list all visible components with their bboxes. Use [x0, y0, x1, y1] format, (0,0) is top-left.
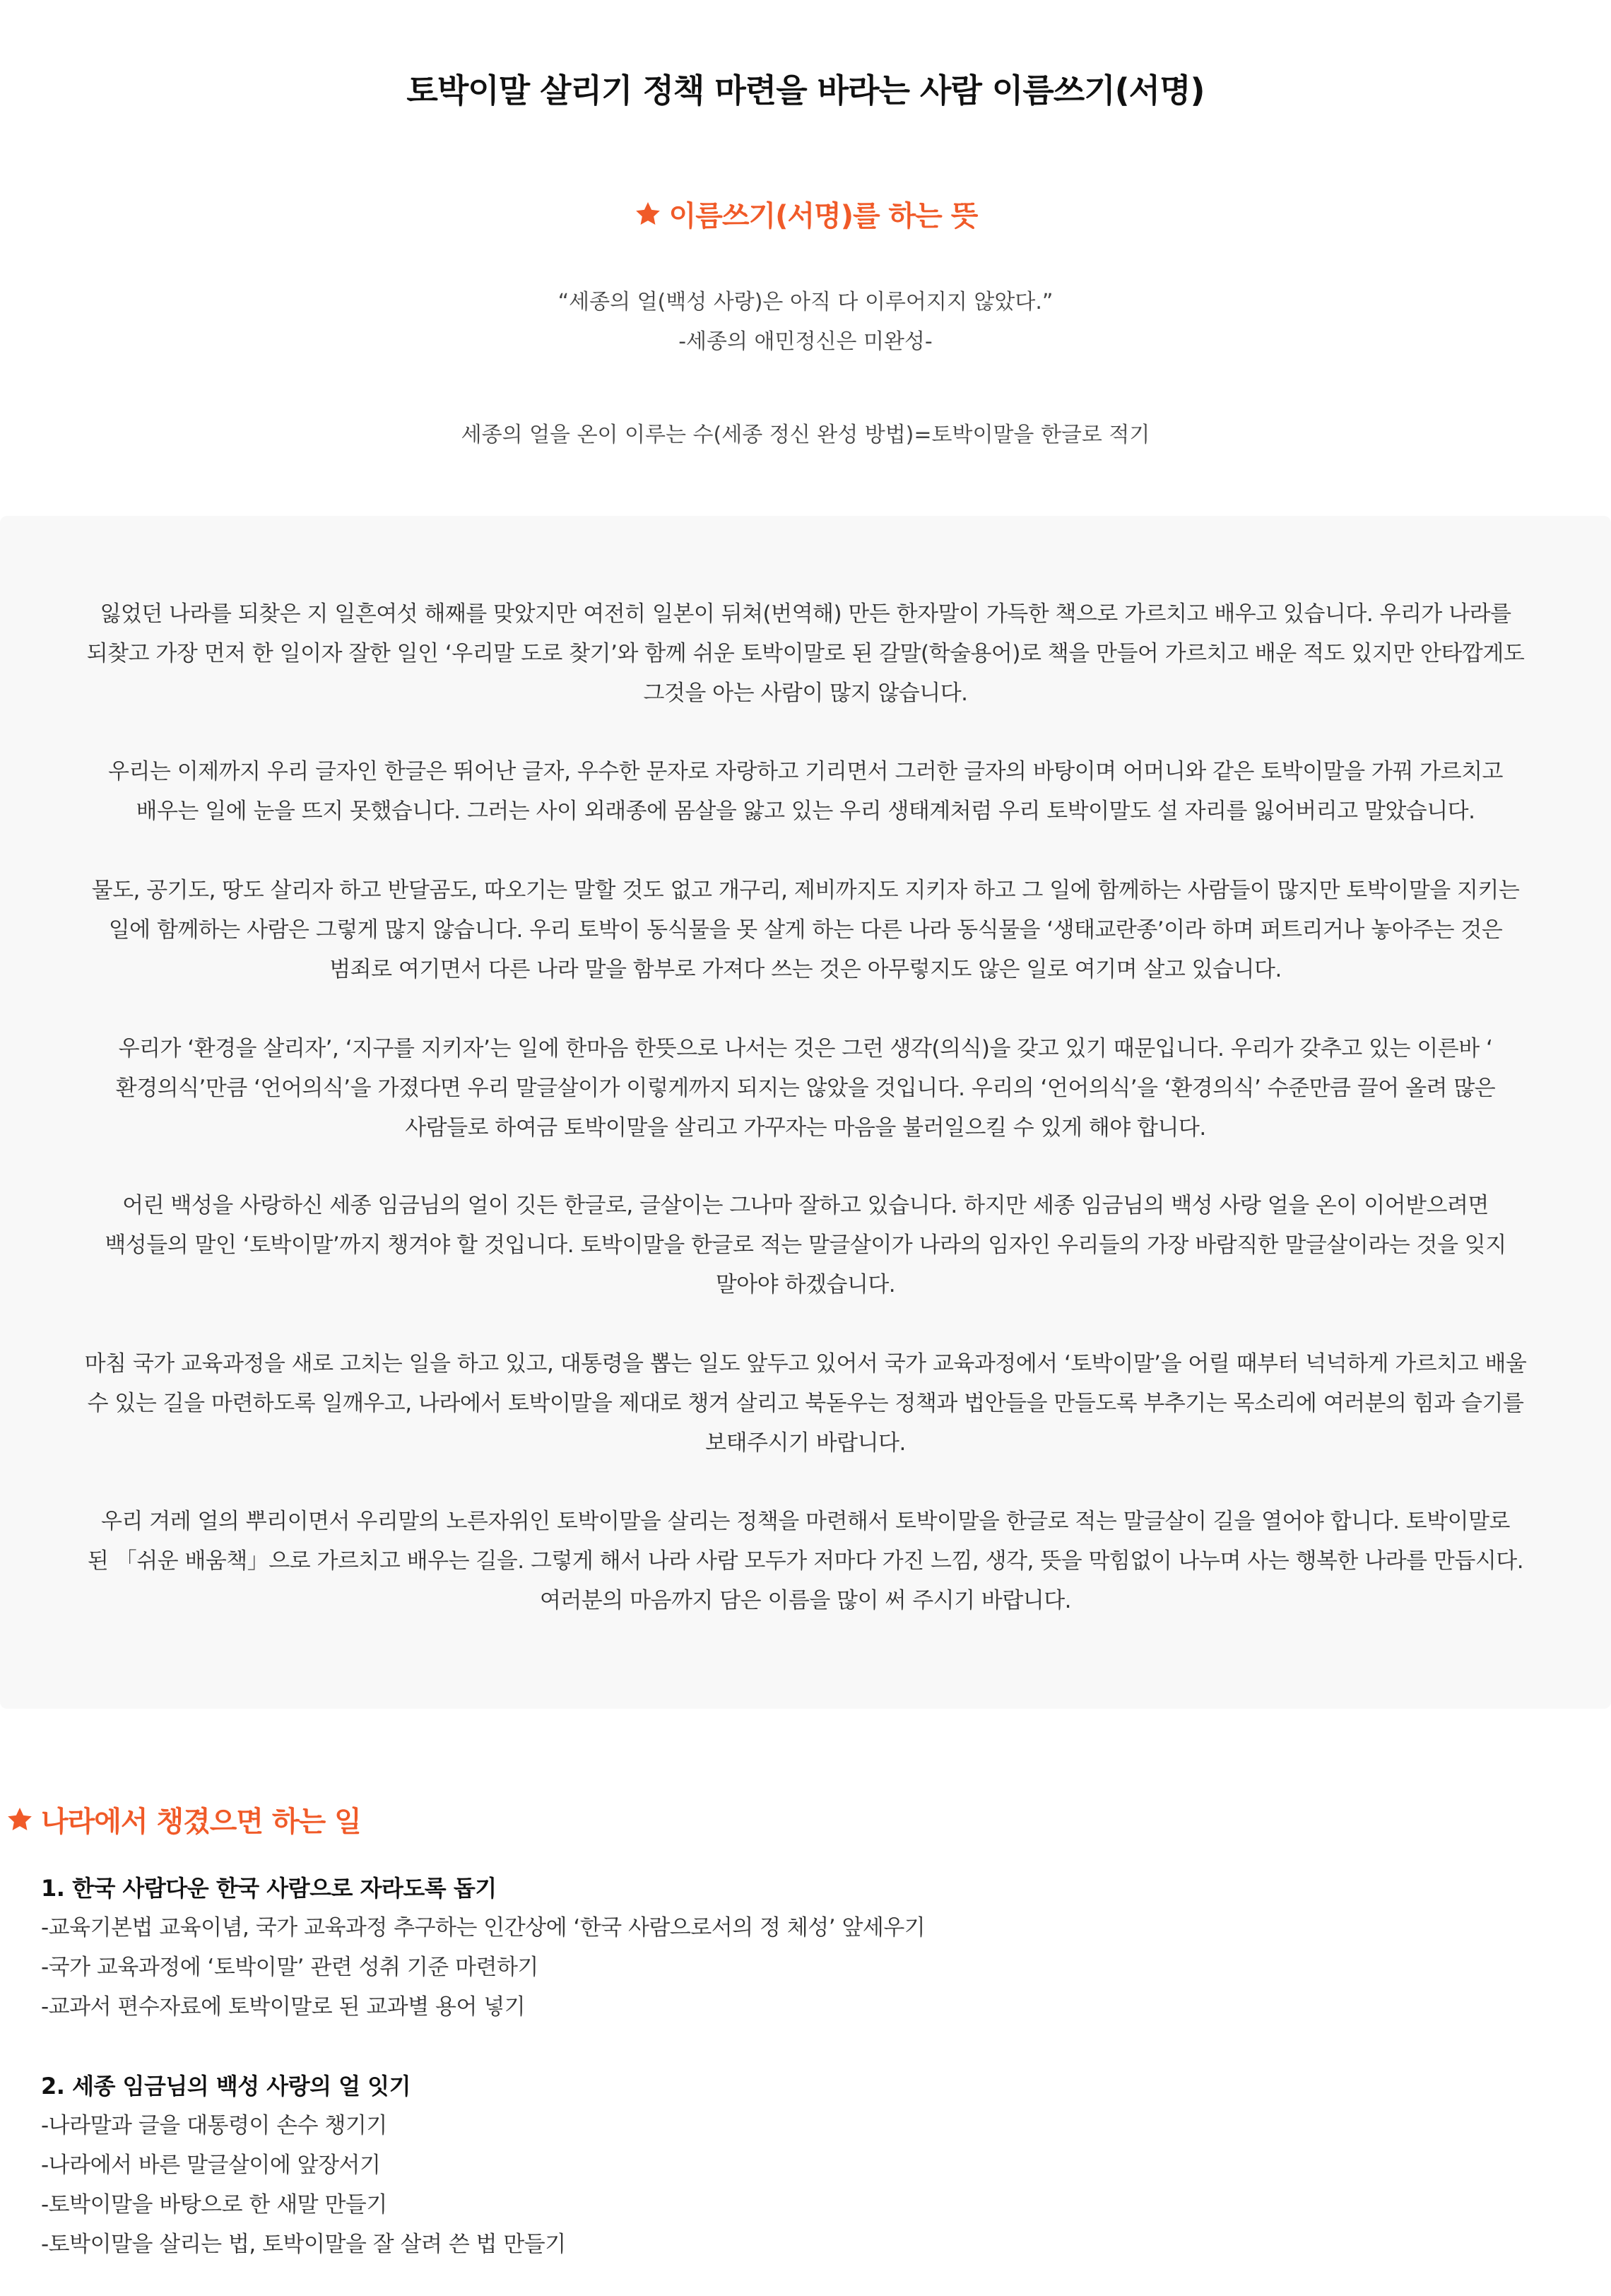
body-paragraph — [64, 752, 1547, 831]
para-line: 여러분의 마음까지 담은 이름을 많이 써 주시기 바랍니다. — [539, 1588, 1072, 1613]
body-paragraph — [64, 871, 1547, 989]
body-panel — [0, 516, 1611, 1709]
section-heading-govt — [6, 1799, 361, 1839]
para-line: 보태주시기 바랍니다. — [705, 1430, 906, 1456]
para-line: 말아야 하겠습니다. — [715, 1272, 896, 1297]
para-line: 마침 국가 교육과정을 새로 고치는 일을 하고 있고, 대통령을 뽑는 일도 앞두고 있어서 국가 교육과정에서 ‘토박이말’을 어릴 때부터 넉넉하게 가르치고 배울 — [84, 1351, 1527, 1377]
para-line: 물도, 공기도, 땅도 살리자 하고 반달곰도, 따오기는 말할 것도 없고 개구리, 제비까지도 지키자 하고 그 일에 함께하는 사람들이 많지만 토박이말을 지키는 — [91, 878, 1520, 903]
para-line: 일에 함께하는 사람은 그렇게 많지 않습니다. 우리 토박이 동식물을 못 살게 하는 다른 나라 동식물을 ‘생태교란종’이라 하며 퍼트리거나 놓아주는 것은 — [108, 917, 1503, 943]
body-paragraph — [64, 1502, 1547, 1620]
policy-item: -교과서 편수자료에 토박이말로 된 교과별 용어 넣기 — [41, 1994, 526, 2020]
policy-item: -나라말과 글을 대통령이 손수 챙기기 — [41, 2113, 387, 2138]
para-line: 배우는 일에 눈을 뜨지 못했습니다. 그러는 사이 외래종에 몸살을 앓고 있는 우리 생태계처럼 우리 토박이말도 설 자리를 잃어버리고 말았습니다. — [136, 799, 1475, 824]
page-title: 토박이말 살리기 정책 마련을 바라는 사람 이름쓰기(서명) — [406, 71, 1205, 110]
policy-group-title: 2. 세종 임금님의 백성 사랑의 얼 잇기 — [41, 2073, 411, 2100]
para-line: 어린 백성을 사랑하신 세종 임금님의 얼이 깃든 한글로, 글살이는 그나마 잘하고 있습니다. 하지만 세종 임금님의 백성 사랑 얼을 온이 이어받으려면 — [122, 1193, 1489, 1218]
star-icon — [6, 1806, 34, 1834]
para-line: 잃었던 나라를 되찾은 지 일흔여섯 해째를 맞았지만 여전히 일본이 뒤쳐(번역해) 만든 한자말이 가득한 책으로 가르치고 배우고 있습니다. 우리가 나라를 — [100, 601, 1511, 627]
para-line: 사람들로 하여금 토박이말을 살리고 가꾸자는 마음을 불러일으킬 수 있게 해야 합니다. — [405, 1115, 1206, 1141]
quote-line: “세종의 얼(백성 사랑)은 아직 다 이루어지지 않았다.” — [557, 290, 1054, 314]
para-line: 우리는 이제까지 우리 글자인 한글은 뛰어난 글자, 우수한 문자로 자랑하고 기리면서 그러한 글자의 바탕이며 어머니와 같은 토박이말을 가꿔 가르치고 — [108, 759, 1503, 784]
policy-item: -교육기본법 교육이념, 국가 교육과정 추구하는 인간상에 ‘한국 사람으로서의 정 체성’ 앞세우기 — [41, 1915, 926, 1941]
para-line: 되찾고 가장 먼저 한 일이자 잘한 일인 ‘우리말 도로 찾기’와 함께 쉬운 토박이말로 된 갈말(학술용어)로 책을 만들어 가르치고 배운 적도 있지만 안타깝게도 — [86, 641, 1525, 666]
para-line: 된 「쉬운 배움책」으로 가르치고 배우는 길을. 그렇게 해서 나라 사람 모두가 저마다 가진 느낌, 생각, 뜻을 막힘없이 나누며 사는 행복한 나라를 만듭시다. — [87, 1548, 1524, 1574]
policy-item: -나라에서 바른 말글살이에 앞장서기 — [41, 2153, 381, 2178]
policy-item: -토박이말을 살리는 법, 토박이말을 잘 살려 쓴 법 만들기 — [41, 2232, 566, 2257]
para-line: 환경의식’만큼 ‘언어의식’을 가졌다면 우리 말글살이가 이렇게까지 되지는 않았을 것입니다. 우리의 ‘언어의식’을 ‘환경의식’ 수준만큼 끌어 올려 많은 — [115, 1076, 1496, 1101]
section-heading-label: 이름쓰기(서명)를 하는 뜻 — [668, 200, 978, 232]
body-paragraph — [64, 1029, 1547, 1148]
star-icon — [634, 200, 662, 228]
policy-group — [41, 1868, 1525, 2027]
body-paragraph — [64, 594, 1547, 713]
para-line: 백성들의 말인 ‘토박이말’까지 챙겨야 할 것입니다. 토박이말을 한글로 적는 말글살이가 나라의 임자인 우리들의 가장 바람직한 말글살이라는 것을 잊지 — [105, 1232, 1506, 1258]
section-heading-meaning — [0, 194, 1611, 234]
policy-item: -국가 교육과정에 ‘토박이말’ 관련 성취 기준 마련하기 — [41, 1955, 538, 1980]
quote-attribution: -세종의 애민정신은 미완성- — [678, 329, 933, 354]
policy-group — [41, 2066, 1525, 2264]
body-paragraph — [64, 1186, 1547, 1305]
para-line: 범죄로 여기면서 다른 나라 말을 함부로 가져다 쓰는 것은 아무렇지도 않은 일로 여기며 살고 있습니다. — [329, 957, 1282, 982]
para-line: 수 있는 길을 마련하도록 일깨우고, 나라에서 토박이말을 제대로 챙겨 살리고 북돋우는 정책과 법안들을 만들도록 부추기는 목소리에 여러분의 힘과 슬기를 — [87, 1391, 1524, 1416]
para-line: 그것을 아는 사람이 많지 않습니다. — [643, 681, 968, 706]
para-line: 우리가 ‘환경을 살리자’, ‘지구를 지키자’는 일에 한마음 한뜻으로 나서는 것은 그런 생각(의식)을 갖고 있기 때문입니다. 우리가 갖추고 있는 이른바 ‘ — [118, 1036, 1493, 1061]
formula-line: 세종의 얼을 온이 이루는 수(세종 정신 완성 방법)=토박이말을 한글로 적기 — [461, 423, 1150, 447]
policy-group-title: 1. 한국 사람다운 한국 사람으로 자라도록 돕기 — [41, 1875, 497, 1902]
para-line: 우리 겨레 얼의 뿌리이면서 우리말의 노른자위인 토박이말을 살리는 정책을 마련해서 토박이말을 한글로 적는 말글살이 길을 열어야 합니다. 토박이말로 — [100, 1509, 1511, 1534]
body-paragraph — [64, 1344, 1547, 1463]
policy-item: -토박이말을 바탕으로 한 새말 만들기 — [41, 2192, 387, 2218]
section-heading-label: 나라에서 챙겼으면 하는 일 — [41, 1806, 361, 1838]
